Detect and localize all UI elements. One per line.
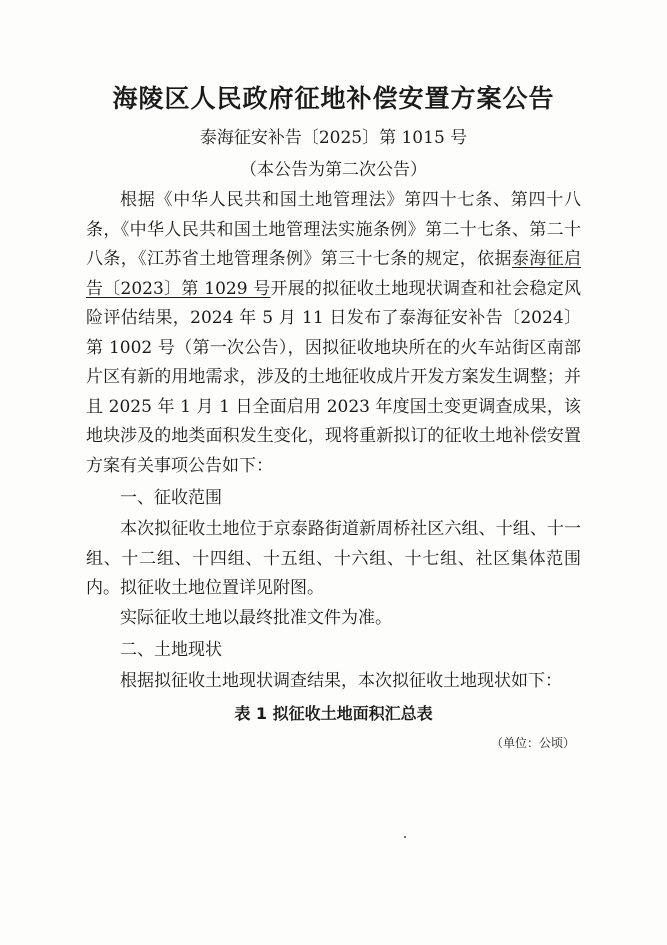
status-paragraph: 根据拟征收土地现状调查结果，本次拟征收土地现状如下： xyxy=(120,671,562,691)
section-heading-status: 二、土地现状 xyxy=(120,640,222,660)
section-heading-scope: 一、征收范围 xyxy=(120,488,222,508)
notice-label: （本公告为第二次公告） xyxy=(240,160,427,180)
intro-text-part2: 开展的拟征收土地现状调查和社会稳定风险评估结果，2024 年 5 月 11 日发布了泰海征安补告〔2024〕第 1002 号（第一次公告），因拟征收地块所在的火车站街区南部片区有新的用地需求，涉及的土地征收成片开发方案发生调整；并且 2025 年 1 月 1 日全面启用 2023 年度国土变更调查成果，该地块涉及的地类面积发生变化，现将重新拟订的征收土地补偿安置方案有关事项公告如下： xyxy=(86,278,581,476)
scope-paragraph: 本次拟征收土地位于京泰路街道新周桥社区六组、十组、十一组、十二组、十四组、十五组、十六组、十七组、社区集体范围内。拟征收土地位置详见附图。 xyxy=(86,519,581,598)
document-number: 泰海征安补告〔2025〕第 1015 号 xyxy=(199,128,468,148)
table-unit: （单位：公顷） xyxy=(490,735,575,750)
reference-link-text: 泰海征启告〔2023〕第 1029 号 xyxy=(86,249,581,299)
intro-text-part1: 根据《中华人民共和国土地管理法》第四十七条、第四十八条，《中华人民共和国土地管理法实施条例》第二十七条、第二十八条，《江苏省土地管理条例》第三十七条的规定，依据 xyxy=(86,190,581,269)
table-title: 表 1 拟征收土地面积汇总表 xyxy=(234,703,433,723)
scan-dot xyxy=(404,836,406,838)
intro-paragraph xyxy=(86,186,581,481)
scope-note-paragraph: 实际征收土地以最终批准文件为准。 xyxy=(120,607,392,628)
document-title: 海陵区人民政府征地补偿安置方案公告 xyxy=(112,84,555,113)
